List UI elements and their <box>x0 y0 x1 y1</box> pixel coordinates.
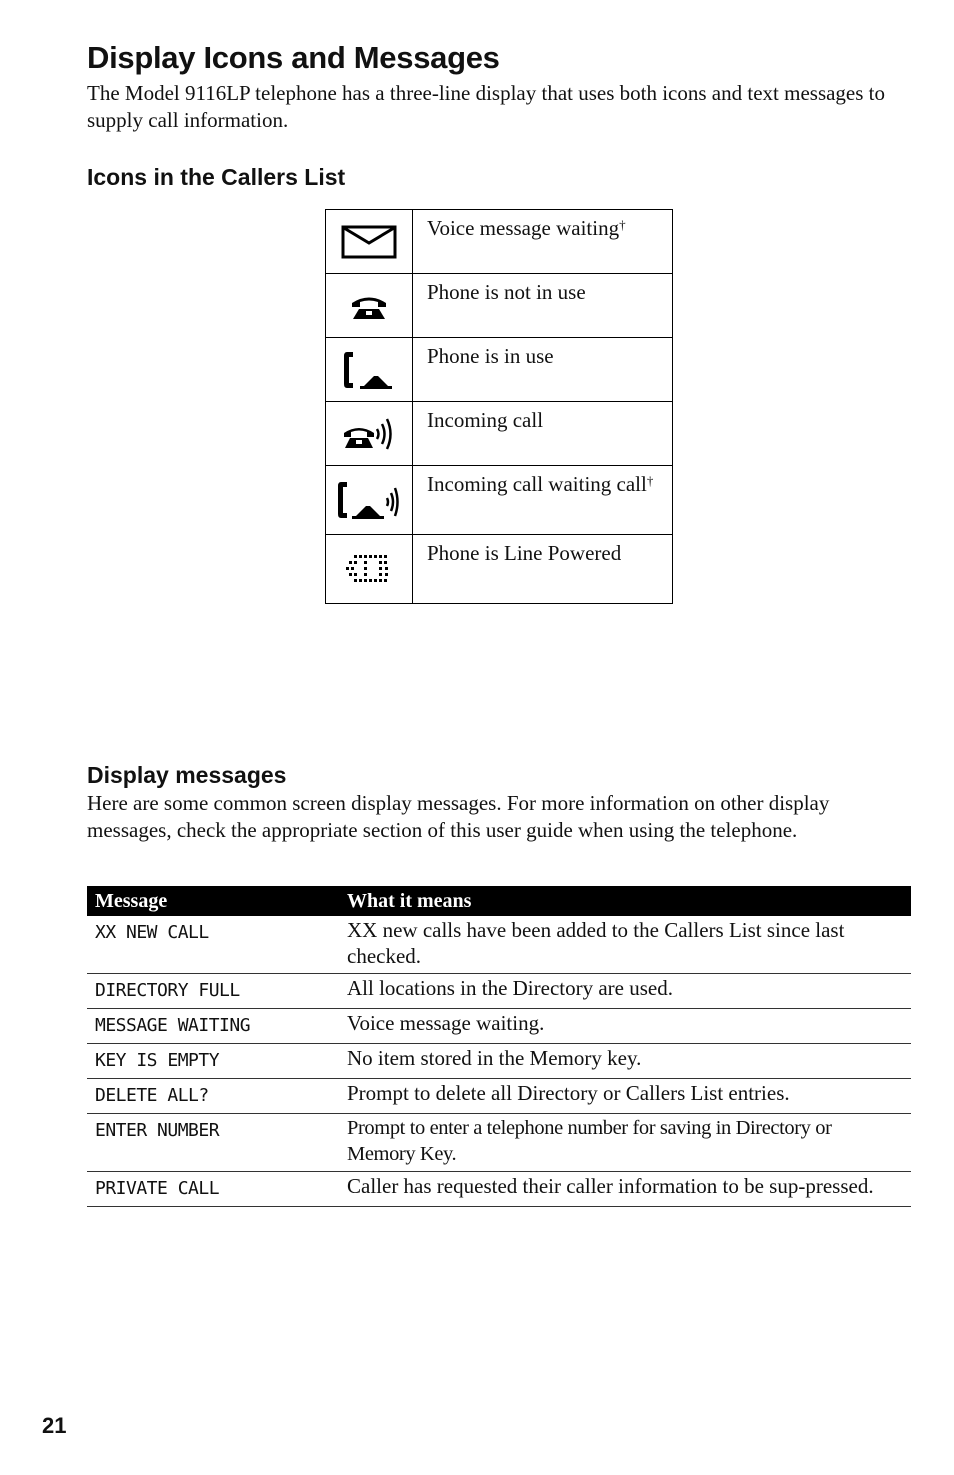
message-meaning: Caller has requested their caller information to be sup-pressed. <box>347 1172 911 1207</box>
table-row <box>87 1009 911 1044</box>
table-header-row <box>87 886 911 916</box>
icon-row <box>326 402 673 466</box>
icon-row-label: Incoming call waiting call <box>427 472 647 496</box>
icons-table <box>325 209 673 604</box>
dagger-mark: † <box>619 217 626 232</box>
icon-row-label: Phone is in use <box>427 344 554 368</box>
message-code: PRIVATE CALL <box>87 1172 347 1207</box>
icon-row-label: Voice message waiting <box>427 216 620 240</box>
message-code: DIRECTORY FULL <box>87 974 347 1009</box>
message-code: XX NEW CALL <box>87 916 347 974</box>
phone-in-use-icon <box>344 350 394 390</box>
icons-section-heading: Icons in the Callers List <box>87 164 346 190</box>
page-number: 21 <box>42 1413 67 1438</box>
page-title: Display Icons and Messages <box>87 40 500 75</box>
message-code: ENTER NUMBER <box>87 1114 347 1172</box>
intro-paragraph: The Model 9116LP telephone has a three-line display that uses both icons and text messages to supply call information. <box>87 81 886 132</box>
table-row <box>87 1114 911 1172</box>
message-meaning: No item stored in the Memory key. <box>347 1044 911 1079</box>
dagger-mark: † <box>646 473 654 488</box>
icon-row-label: Incoming call <box>427 408 544 432</box>
icon-row-label: Phone is not in use <box>427 280 586 304</box>
icon-row <box>326 210 673 274</box>
message-meaning: Prompt to delete all Directory or Callers List entries. <box>347 1079 911 1114</box>
icon-row <box>326 466 673 535</box>
line-powered-icon <box>345 554 393 584</box>
message-code: DELETE ALL? <box>87 1079 347 1114</box>
icon-row <box>326 535 673 604</box>
incoming-call-waiting-icon <box>338 480 400 520</box>
table-row <box>87 916 911 974</box>
messages-table <box>87 886 911 1207</box>
message-meaning: Voice message waiting. <box>347 1009 911 1044</box>
message-meaning: Prompt to enter a telephone number for saving in Directory or Memory Key. <box>347 1114 911 1172</box>
column-header-message: Message <box>87 886 347 916</box>
table-row <box>87 1044 911 1079</box>
icon-row-label: Phone is Line Powered <box>427 541 622 565</box>
column-header-meaning: What it means <box>347 886 911 916</box>
incoming-call-icon <box>342 415 396 453</box>
phone-idle-icon <box>349 292 389 320</box>
message-meaning: XX new calls have been added to the Callers List since last checked. <box>347 916 911 974</box>
table-row <box>87 1079 911 1114</box>
messages-intro-paragraph: Here are some common screen display messages. For more information on other display messages, check the appropriate section of this user guide when using the telephone. <box>87 791 830 842</box>
messages-section-heading: Display messages <box>87 762 287 788</box>
message-meaning: All locations in the Directory are used. <box>347 974 911 1009</box>
table-row <box>87 974 911 1009</box>
message-code: KEY IS EMPTY <box>87 1044 347 1079</box>
message-code: MESSAGE WAITING <box>87 1009 347 1044</box>
table-row <box>87 1172 911 1207</box>
icon-row <box>326 338 673 402</box>
icon-row <box>326 274 673 338</box>
envelope-icon <box>341 225 397 259</box>
